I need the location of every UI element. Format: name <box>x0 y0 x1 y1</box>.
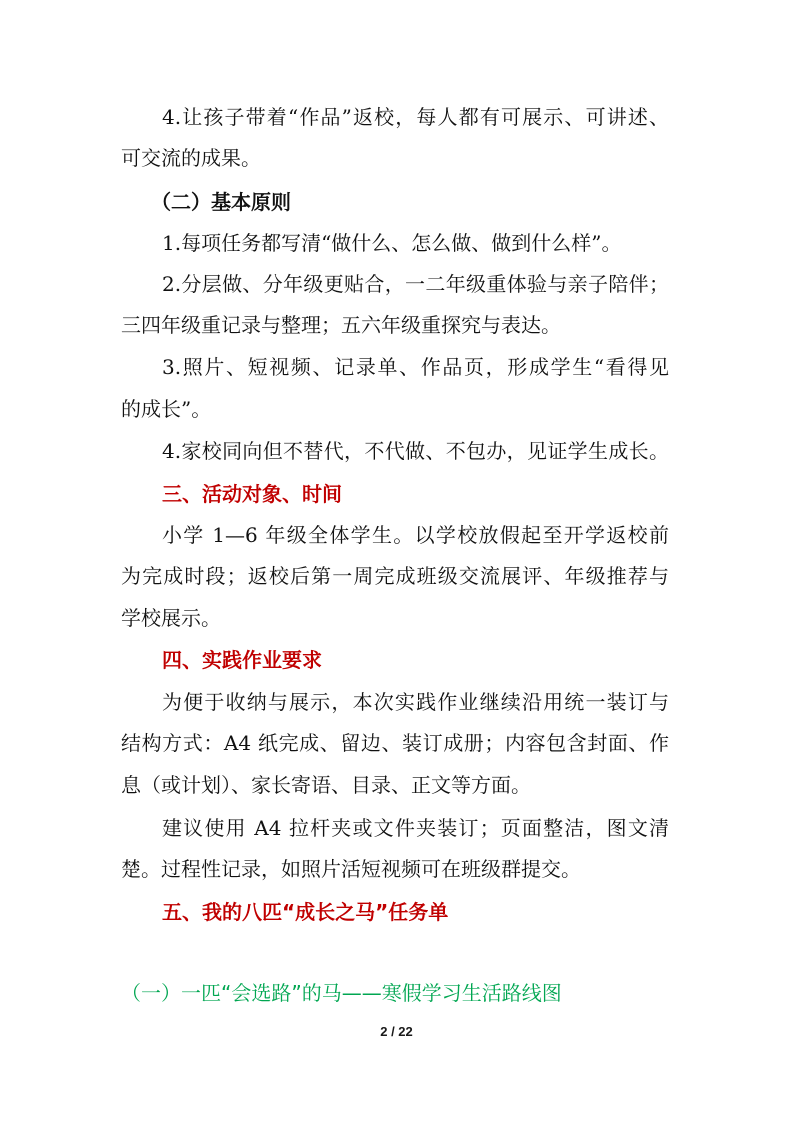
section-heading: 五、我的八匹“成长之马”任务单 <box>162 900 449 924</box>
subsection-heading: （二）基本原则 <box>151 190 291 214</box>
paragraph-line: 2.分层做、分年级更贴合，一二年级重体验与亲子陪伴； <box>162 272 669 296</box>
paragraph-line: 1.每项任务都写清“做什么、怎么做、做到什么样”。 <box>162 231 622 255</box>
section-heading: 四、实践作业要求 <box>162 648 322 672</box>
paragraph-line: 4.让孩子带着“作品”返校，每人都有可展示、可讲述、 <box>162 105 669 129</box>
paragraph-line: 可交流的成果。 <box>121 146 261 170</box>
paragraph-line: 3.照片、短视频、记录单、作品页，形成学生“看得见 <box>162 355 669 379</box>
paragraph-line: 为便于收纳与展示，本次实践作业继续沿用统一装订与 <box>162 690 669 714</box>
paragraph-line: 楚。过程性记录，如照片活短视频可在班级群提交。 <box>121 857 581 881</box>
paragraph-line: 为完成时段；返校后第一周完成班级交流展评、年级推荐与 <box>121 564 669 588</box>
paragraph-line: 学校展示。 <box>121 606 221 630</box>
paragraph-line: 结构方式：A4 纸完成、留边、装订成册；内容包含封面、作 <box>121 731 669 755</box>
paragraph-line: 的成长”。 <box>121 397 212 421</box>
section-heading: 三、活动对象、时间 <box>162 482 342 506</box>
paragraph-line: 小学 1—6 年级全体学生。以学校放假起至开学返校前 <box>162 523 669 547</box>
page-number: 2 / 22 <box>380 1024 413 1039</box>
paragraph-line: 建议使用 A4 拉杆夹或文件夹装订；页面整洁，图文清 <box>162 816 669 840</box>
paragraph-line: 4.家校同向但不替代，不代做、不包办，见证学生成长。 <box>162 439 669 463</box>
paragraph-line: 息（或计划）、家长寄语、目录、正文等方面。 <box>121 773 531 797</box>
task-heading: （一）一匹“会选路”的马——寒假学习生活路线图 <box>121 981 562 1005</box>
paragraph-line: 三四年级重记录与整理；五六年级重探究与表达。 <box>121 313 561 337</box>
